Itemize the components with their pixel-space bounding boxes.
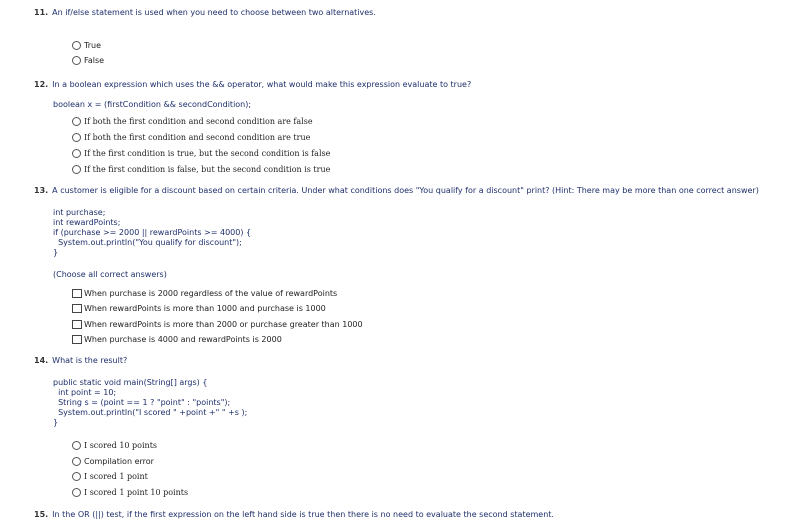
option-q11-false[interactable] xyxy=(72,56,104,65)
option-label: When purchase is 4000 and rewardPoints is 2000 xyxy=(84,335,282,344)
code-snippet: int purchase; int rewardPoints; if (purchase >= 2000 || rewardPoints >= 4000) { System.out.println("You qualify for discount"); } xyxy=(53,208,252,257)
checkbox[interactable] xyxy=(72,320,82,329)
option-label: I scored 1 point 10 points xyxy=(84,488,189,497)
option-label: False xyxy=(84,56,105,65)
option-label: I scored 1 point xyxy=(84,472,148,481)
question-number: 15. xyxy=(34,510,49,519)
question-14 xyxy=(34,356,127,365)
radio-button[interactable] xyxy=(72,472,81,481)
radio-button[interactable] xyxy=(72,41,81,50)
option-label: Compilation error xyxy=(84,457,154,466)
option-q14-b[interactable] xyxy=(72,457,154,466)
radio-button[interactable] xyxy=(72,488,81,497)
question-text: A customer is eligible for a discount based on certain criteria. Under what conditions does "You qualify for a discount" print? (Hint: There may be more than one correct answer) xyxy=(52,186,759,195)
option-q12-b[interactable] xyxy=(72,133,310,142)
option-label: When purchase is 2000 regardless of the value of rewardPoints xyxy=(84,289,338,298)
radio-button[interactable] xyxy=(72,441,81,450)
option-q13-d[interactable] xyxy=(72,335,282,344)
option-label: When rewardPoints is more than 2000 or purchase greater than 1000 xyxy=(84,320,363,329)
option-label: If both the first condition and second condition are true xyxy=(84,133,311,142)
instruction-text: (Choose all correct answers) xyxy=(53,270,167,279)
option-q12-a[interactable] xyxy=(72,117,313,126)
option-q12-d[interactable] xyxy=(72,165,330,174)
option-q13-a[interactable] xyxy=(72,289,337,298)
radio-button[interactable] xyxy=(72,457,81,466)
radio-button[interactable] xyxy=(72,133,81,142)
question-text: An if/else statement is used when you need to choose between two alternatives. xyxy=(52,8,376,17)
question-12 xyxy=(34,80,471,89)
question-13 xyxy=(34,186,759,195)
option-label: True xyxy=(84,41,101,50)
radio-button[interactable] xyxy=(72,165,81,174)
question-text: What is the result? xyxy=(52,356,128,365)
option-q13-c[interactable] xyxy=(72,320,363,329)
option-q14-c[interactable] xyxy=(72,472,148,481)
question-text: In a boolean expression which uses the && operator, what would make this expression evaluate to true? xyxy=(52,80,472,89)
option-label: If both the first condition and second condition are false xyxy=(84,117,313,126)
option-q13-b[interactable] xyxy=(72,304,326,313)
checkbox[interactable] xyxy=(72,335,82,344)
option-label: I scored 10 points xyxy=(84,441,158,450)
radio-button[interactable] xyxy=(72,149,81,158)
code-snippet: boolean x = (firstCondition && secondCondition); xyxy=(53,100,252,109)
option-label: When rewardPoints is more than 1000 and purchase is 1000 xyxy=(84,304,326,313)
question-11 xyxy=(34,8,376,17)
option-q12-c[interactable] xyxy=(72,149,330,158)
option-q14-d[interactable] xyxy=(72,488,188,497)
question-text: In the OR (||) test, if the first expression on the left hand side is true then there is no need to evaluate the second statement. xyxy=(52,510,554,519)
code-snippet: public static void main(String[] args) { int point = 10; String s = (point == 1 ? "point" : "points"); System.out.println("I scored " +point +" " +s ); } xyxy=(53,378,248,427)
radio-button[interactable] xyxy=(72,56,81,65)
question-number: 13. xyxy=(34,186,49,195)
option-label: If the first condition is true, but the second condition is false xyxy=(84,149,331,158)
option-q11-true[interactable] xyxy=(72,41,101,50)
checkbox[interactable] xyxy=(72,304,82,313)
question-number: 12. xyxy=(34,80,49,89)
checkbox[interactable] xyxy=(72,289,82,298)
question-number: 14. xyxy=(34,356,49,365)
question-15 xyxy=(34,510,554,519)
option-q14-a[interactable] xyxy=(72,441,157,450)
question-number: 11. xyxy=(34,8,49,17)
radio-button[interactable] xyxy=(72,117,81,126)
option-label: If the first condition is false, but the second condition is true xyxy=(84,165,331,174)
